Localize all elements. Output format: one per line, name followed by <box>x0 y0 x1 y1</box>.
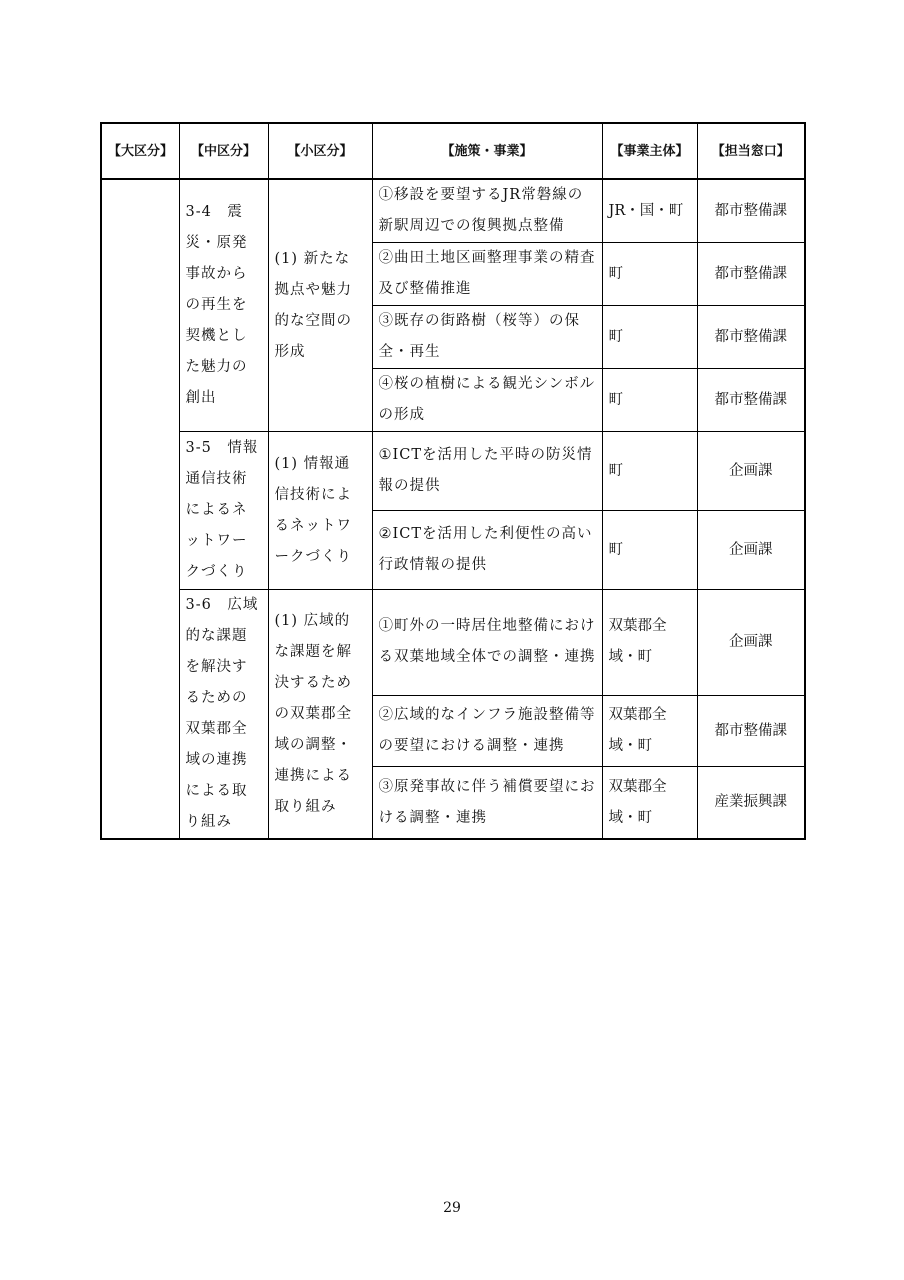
window-cell: 都市整備課 <box>697 179 805 243</box>
window-cell: 企画課 <box>697 511 805 590</box>
entity-cell: 双葉郡全域・町 <box>602 695 697 767</box>
entity-cell: JR・国・町 <box>602 179 697 243</box>
window-cell: 都市整備課 <box>697 369 805 432</box>
small-category-cell: (1) 新たな拠点や魅力的な空間の形成 <box>268 179 372 432</box>
entity-cell: 町 <box>602 369 697 432</box>
measure-cell: ④桜の植樹による観光シンボルの形成 <box>372 369 602 432</box>
table-row <box>101 590 805 696</box>
middle-category-cell: 3-5 情報通信技術によるネットワークづくり <box>179 432 268 590</box>
large-category-cell <box>101 179 179 839</box>
header-large-category: 【大区分】 <box>101 123 179 179</box>
middle-category-cell: 3-4 震災・原発事故からの再生を契機とした魅力の創出 <box>179 179 268 432</box>
entity-cell: 町 <box>602 243 697 306</box>
policy-table <box>100 122 806 840</box>
header-middle-category: 【中区分】 <box>179 123 268 179</box>
window-cell: 企画課 <box>697 590 805 696</box>
entity-cell: 双葉郡全域・町 <box>602 590 697 696</box>
window-cell: 都市整備課 <box>697 695 805 767</box>
measure-cell: ②曲田土地区画整理事業の精査及び整備推進 <box>372 243 602 306</box>
measure-cell: ①移設を要望するJR常磐線の新駅周辺での復興拠点整備 <box>372 179 602 243</box>
header-small-category: 【小区分】 <box>268 123 372 179</box>
measure-cell: ②広域的なインフラ施設整備等の要望における調整・連携 <box>372 695 602 767</box>
window-cell: 産業振興課 <box>697 767 805 839</box>
entity-cell: 町 <box>602 511 697 590</box>
entity-cell: 町 <box>602 306 697 369</box>
measure-cell: ②ICTを活用した利便性の高い行政情報の提供 <box>372 511 602 590</box>
small-category-cell: (1) 広域的な課題を解決するための双葉郡全域の調整・連携による取り組み <box>268 590 372 840</box>
entity-cell: 町 <box>602 432 697 511</box>
measure-cell: ③既存の街路樹（桜等）の保全・再生 <box>372 306 602 369</box>
measure-cell: ③原発事故に伴う補償要望における調整・連携 <box>372 767 602 839</box>
measure-cell: ①ICTを活用した平時の防災情報の提供 <box>372 432 602 511</box>
small-category-cell: (1) 情報通信技術によるネットワークづくり <box>268 432 372 590</box>
page-number: 29 <box>443 1200 461 1216</box>
measure-cell: ①町外の一時居住地整備における双葉地域全体での調整・連携 <box>372 590 602 696</box>
middle-category-cell: 3-6 広域的な課題を解決するための双葉郡全域の連携による取り組み <box>179 590 268 840</box>
header-row <box>101 123 805 179</box>
header-measure: 【施策・事業】 <box>372 123 602 179</box>
entity-cell: 双葉郡全域・町 <box>602 767 697 839</box>
header-entity: 【事業主体】 <box>602 123 697 179</box>
header-window: 【担当窓口】 <box>697 123 805 179</box>
window-cell: 企画課 <box>697 432 805 511</box>
table-row <box>101 179 805 243</box>
window-cell: 都市整備課 <box>697 243 805 306</box>
window-cell: 都市整備課 <box>697 306 805 369</box>
table-row <box>101 432 805 511</box>
